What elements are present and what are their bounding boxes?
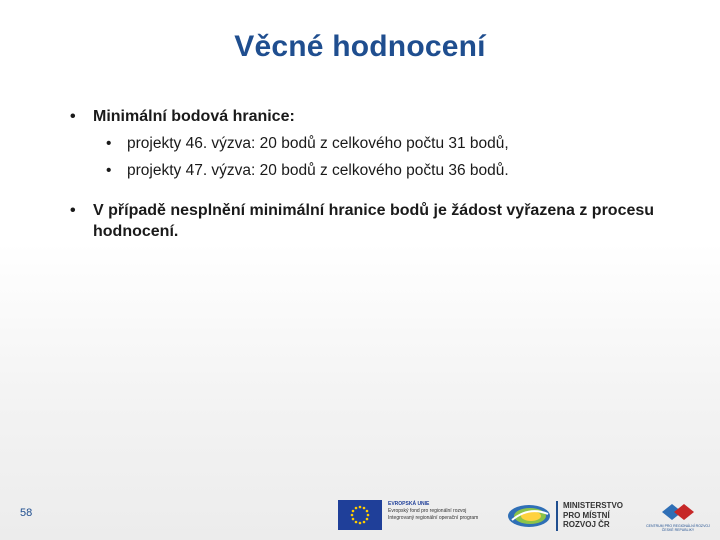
ministry-line3: ROZVOJ ČR: [563, 520, 610, 529]
eu-flag-icon: [338, 500, 382, 530]
bullet-marker: •: [106, 162, 112, 179]
ministry-line2: PRO MÍSTNÍ: [563, 510, 610, 520]
slide-title: Věcné hodnocení: [234, 30, 486, 63]
page-number: 58: [20, 507, 33, 519]
bullet-rejection: [70, 200, 690, 242]
eu-logo-line2: Evropský fond pro regionální rozvoj: [388, 508, 467, 514]
eu-logo-line3: Integrovaný regionální operační program: [388, 515, 479, 521]
irop-logo-icon: [506, 502, 552, 535]
footer-logos: [338, 496, 718, 536]
subbullet-text: projekty 47. výzva: 20 bodů z celkového počtu 36 bodů.: [127, 162, 509, 179]
subbullet-text: projekty 46. výzva: 20 bodů z celkového počtu 31 bodů,: [127, 135, 509, 152]
bullet-text: Minimální bodová hranice:: [93, 108, 295, 125]
ministry-logo-icon: [556, 501, 558, 531]
slide-content: [70, 106, 690, 242]
bullet-text: V případě nesplnění minimální hranice bodů je žádost vyřazena z procesu hodnocení.: [93, 202, 655, 240]
ministry-logo-text: [563, 501, 638, 530]
subbullet-call-46: [70, 133, 690, 154]
ministry-line1: MINISTERSTVO: [563, 501, 624, 510]
bullet-min-threshold: [70, 106, 690, 127]
nsrr-line1: CENTRUM PRO REGIONÁLNÍ ROZVOJ: [646, 524, 710, 528]
bullet-marker: •: [70, 202, 76, 219]
subbullet-call-47: [70, 160, 690, 181]
eu-logo-line1: EVROPSKÁ UNIE: [388, 501, 430, 507]
nsrr-logo-text: [638, 524, 718, 532]
bullet-marker: •: [70, 108, 76, 125]
nsrr-line2: ČESKÉ REPUBLIKY: [661, 528, 695, 532]
bullet-marker: •: [106, 135, 112, 152]
